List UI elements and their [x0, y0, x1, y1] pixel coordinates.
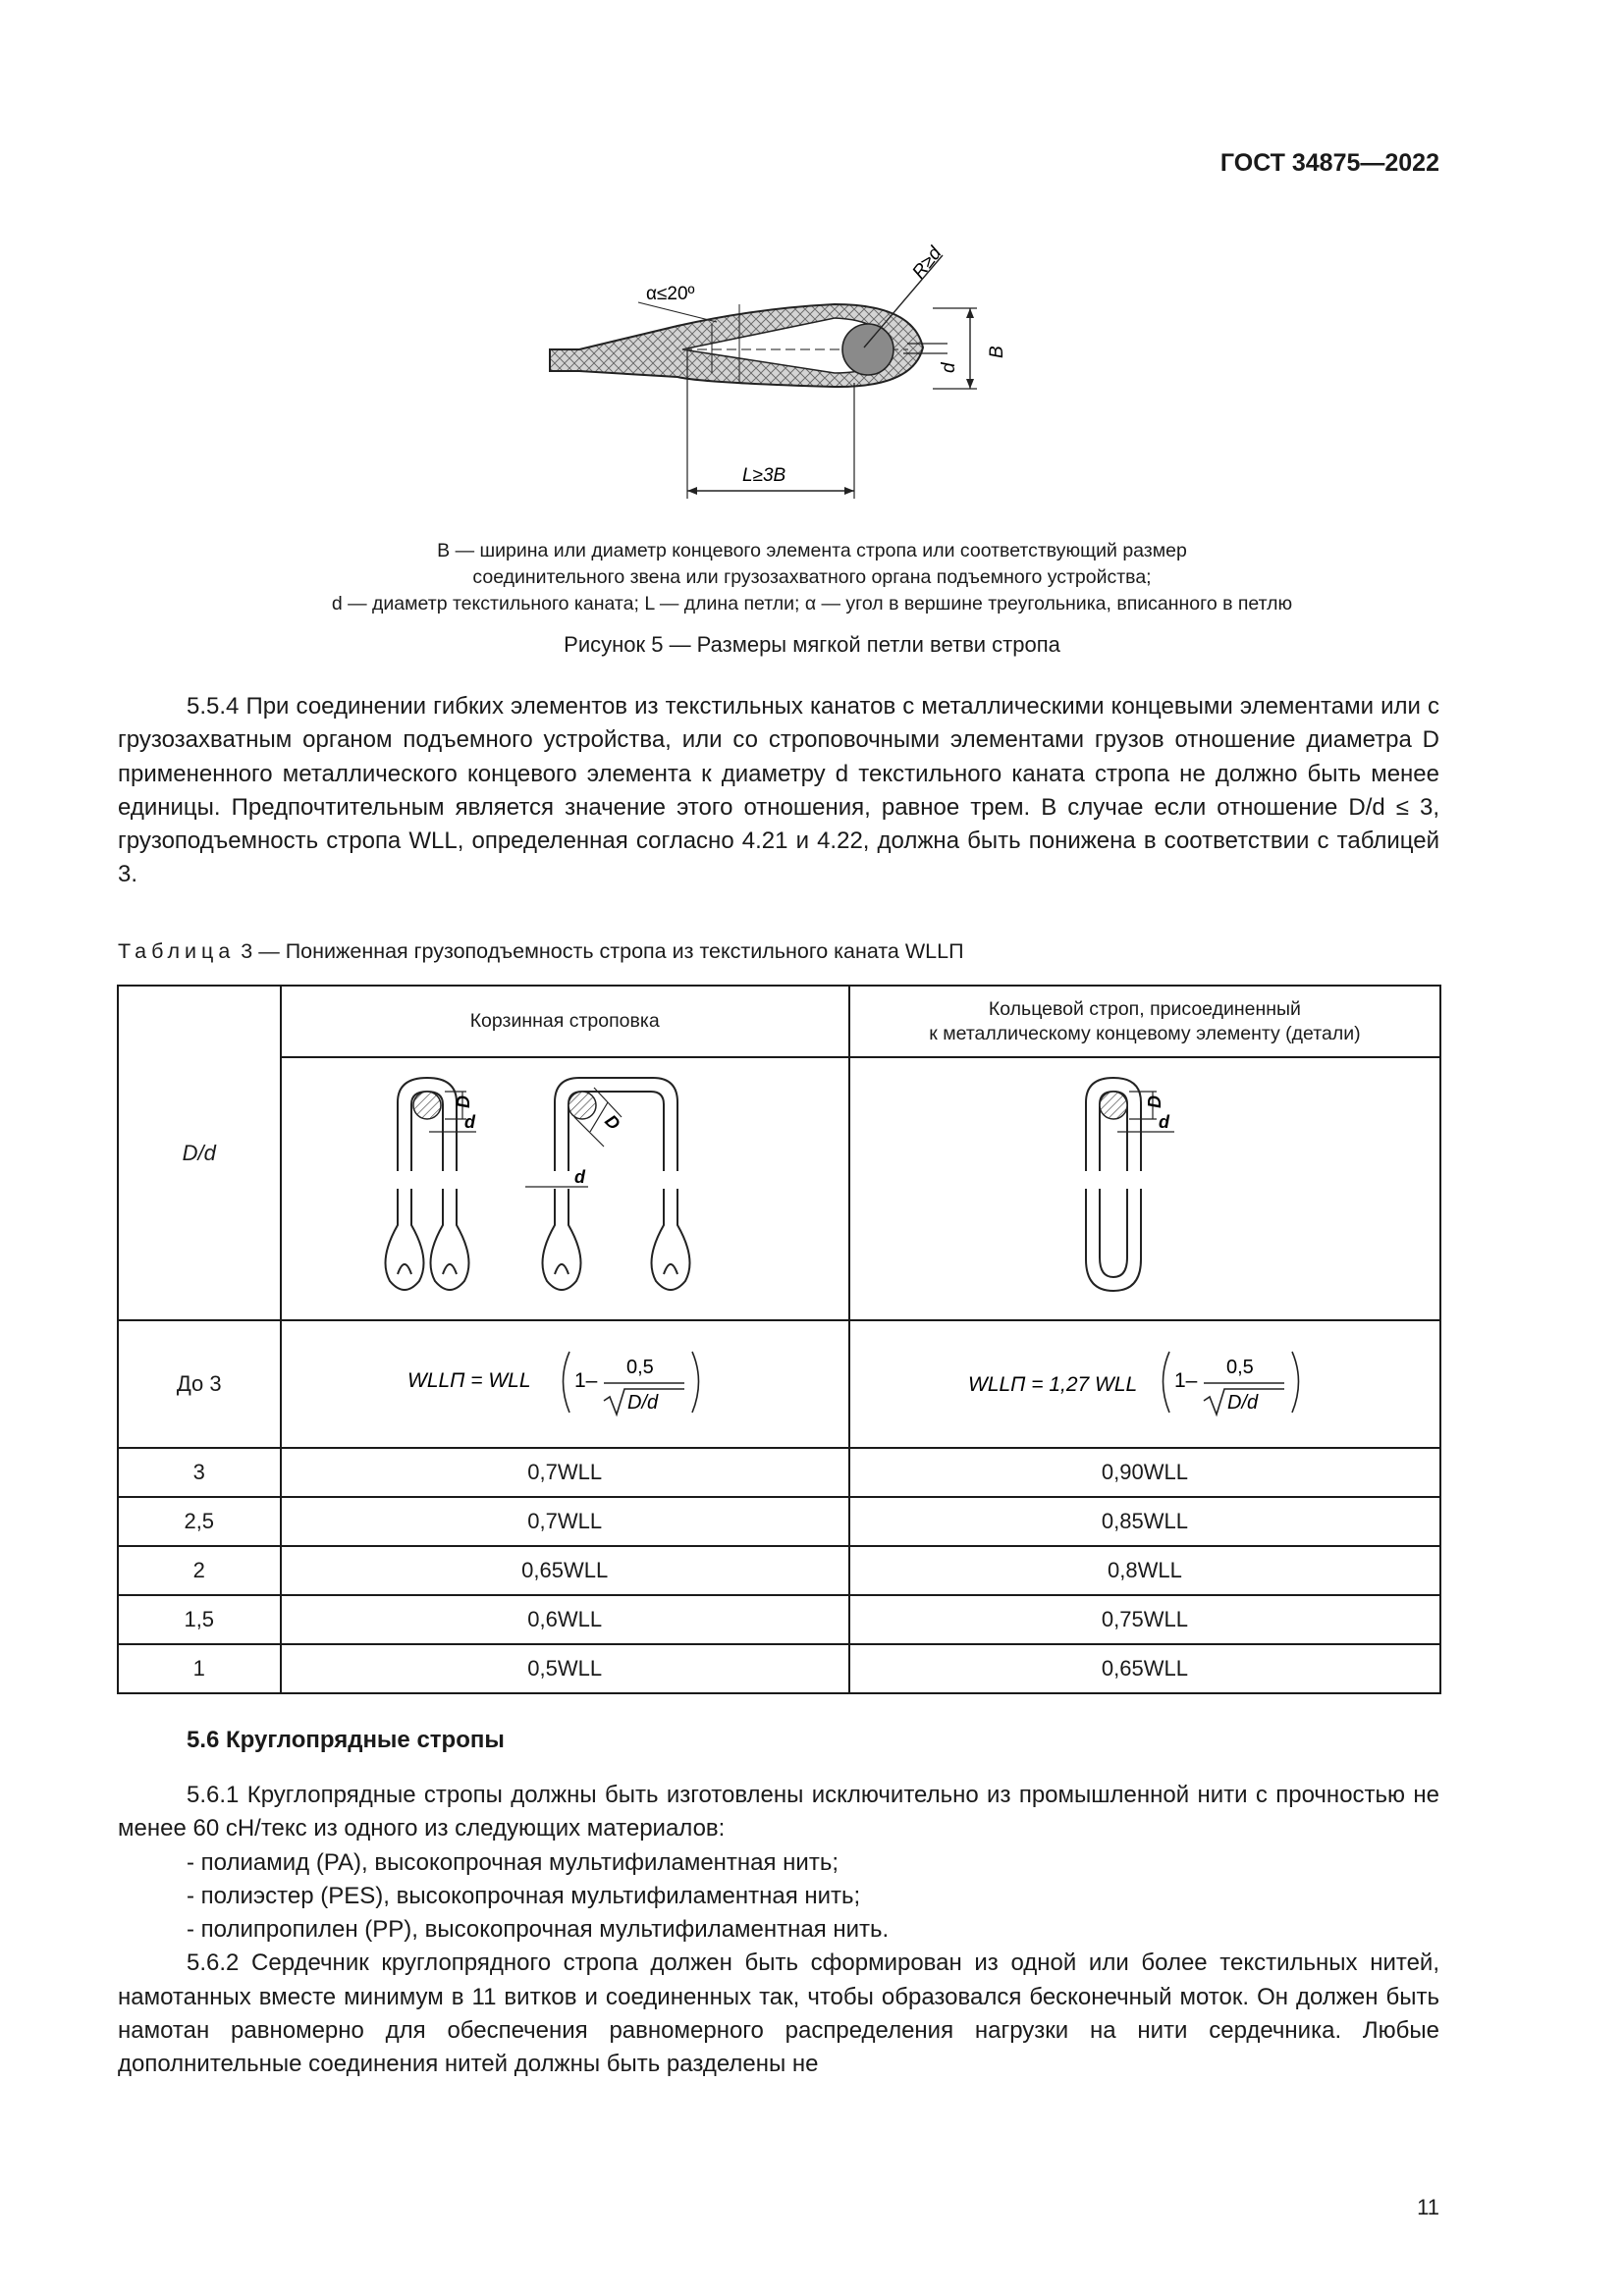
figure-legend-line-1: B — ширина или диаметр концевого элемента стропа или соответствующий размер [437, 540, 1187, 561]
table-cell-ring: 0,65WLL [849, 1644, 1440, 1693]
figure-label-alpha: α≤20º [646, 284, 695, 304]
table-cell-dd: 1,5 [118, 1595, 281, 1644]
formula-basket-sqrt: D/d [627, 1392, 659, 1414]
table-row [118, 1595, 1440, 1644]
ring-sling-diagram-cell [849, 1057, 1440, 1320]
section-5-6-title: 5.6 Круглопрядные стропы [187, 1727, 505, 1753]
table-header-ring-line-2: к металлическому концевому элементу (детали) [929, 1022, 1361, 1044]
table-cell-basket: 0,7WLL [281, 1448, 849, 1497]
material-item-pes: - полиэстер (PES), высокопрочная мультифиламентная нить; [187, 1882, 861, 1909]
formula-basket-numerator: 0,5 [626, 1357, 654, 1378]
table-row [118, 1497, 1440, 1546]
table-cell-ring: 0,75WLL [849, 1595, 1440, 1644]
page-number: 11 [1417, 2195, 1439, 2219]
paragraph-5-6-1: 5.6.1 Круглопрядные стропы должны быть изготовлены исключительно из промышленной нити с прочностью не менее 60 сН/текс из одного из следующих материалов: [118, 1782, 1439, 1842]
section-5-6-body [118, 1779, 1439, 2082]
basket-hitch-diagram [368, 1063, 761, 1308]
table-3-caption-text: 3 — Пониженная грузоподъемность стропа из текстильного каната WLLП [241, 939, 964, 963]
ring-label-D: D [1144, 1095, 1164, 1108]
table-cell-ring: 0,8WLL [849, 1546, 1440, 1595]
paragraph-5-5-4-text: 5.5.4 При соединении гибких элементов из текстильных канатов с металлическими концевыми элементами или с грузозахватным органом подъемного устройства, или со строповочными элементами грузов отношение диаметра D примененного металлического концевого элемента к диаметру d текстильного каната стропа не должно быть менее единицы. Предпочтительным является значение этого отношения, равное трем. В случае если отношение D/d ≤ 3, грузоподъемность стропа WLL, определенная согласно 4.21 и 4.22, должна быть понижена в соответствии с таблицей 3. [118, 693, 1439, 888]
table-cell-dd: 3 [118, 1448, 281, 1497]
figure-label-l: L≥3B [742, 465, 786, 486]
table-cell-basket: 0,5WLL [281, 1644, 849, 1693]
ring-label-d: d [1158, 1112, 1169, 1132]
formula-basket-lhs: WLLП = WLL [407, 1369, 531, 1392]
metal-element-circle [842, 324, 893, 375]
basket-hitch-diagram-cell [281, 1057, 849, 1320]
ring-sling-diagram [1047, 1063, 1243, 1308]
table-header-ring-line-1: Кольцевой строп, присоединенный [988, 997, 1301, 1020]
formula-ring-lhs: WLLП = 1,27 WLL [967, 1373, 1138, 1396]
formula-ring-svg [968, 1342, 1322, 1420]
formula-ring-one-minus: 1– [1173, 1369, 1198, 1392]
material-item-pp: - полипропилен (PP), высокопрочная мультифиламентная нить. [187, 1916, 890, 1944]
table-cell-basket: 0,6WLL [281, 1595, 849, 1644]
formula-ring [849, 1320, 1440, 1448]
material-item-pa: - полиамид (PA), высокопрочная мультифиламентная нить; [187, 1848, 839, 1876]
figure-label-rzd: R≥d [908, 242, 947, 284]
table-cell-dd: 2 [118, 1546, 281, 1595]
table-row [118, 1546, 1440, 1595]
table-cell-basket: 0,65WLL [281, 1546, 849, 1595]
basket-label-D: D [454, 1095, 474, 1108]
table-cell-basket: 0,7WLL [281, 1497, 849, 1546]
table-cell-ring: 0,85WLL [849, 1497, 1440, 1546]
figure-legend-line-3: d — диаметр текстильного каната; L — длина петли; α — угол в вершине треугольника, вписанного в петлю [331, 593, 1293, 614]
table-3 [117, 985, 1441, 1694]
table-header-ring [849, 986, 1440, 1057]
table-3-caption [118, 939, 964, 964]
paragraph-5-5-4 [118, 690, 1439, 892]
paragraph-5-6-2: 5.6.2 Сердечник круглопрядного стропа должен быть сформирован из одной или более текстильных нитей, намотанных вместе минимум в 11 витков и соединенных так, чтобы образовался бесконечный моток. Он должен быть намотан равномерно для обеспечения равномерного распределения нагрузки на нити сердечника. Любые дополнительные соединения нитей должны быть разделены не [118, 1949, 1439, 2078]
figure-legend-line-2: соединительного звена или грузозахватного органа подъемного устройства; [472, 566, 1152, 588]
table-row [118, 1644, 1440, 1693]
basket-label-D-2: D [601, 1110, 624, 1135]
table-cell-ring: 0,90WLL [849, 1448, 1440, 1497]
table-cell-dd: 2,5 [118, 1497, 281, 1546]
figure-5-loop-diagram [511, 226, 1060, 506]
table-header-basket: Корзинная строповка [281, 986, 849, 1057]
table-cell-dd: 1 [118, 1644, 281, 1693]
formula-ring-numerator: 0,5 [1225, 1357, 1254, 1378]
basket-label-d: d [464, 1112, 476, 1132]
figure-caption: Рисунок 5 — Размеры мягкой петли ветви стропа [564, 632, 1060, 657]
formula-row-label: До 3 [118, 1320, 281, 1448]
figure-label-b: B [987, 346, 1007, 358]
table-row [118, 1448, 1440, 1497]
formula-basket-one-minus: 1– [574, 1369, 598, 1392]
formula-ring-sqrt: D/d [1226, 1392, 1259, 1414]
basket-label-d-2: d [574, 1167, 586, 1187]
document-header: ГОСТ 34875—2022 [1219, 149, 1439, 177]
formula-basket [281, 1320, 849, 1448]
figure-label-d: d [939, 362, 959, 373]
formula-basket-svg [407, 1342, 722, 1420]
table-header-dd: D/d [118, 986, 281, 1320]
table-3-caption-prefix: Таблица [118, 939, 236, 963]
